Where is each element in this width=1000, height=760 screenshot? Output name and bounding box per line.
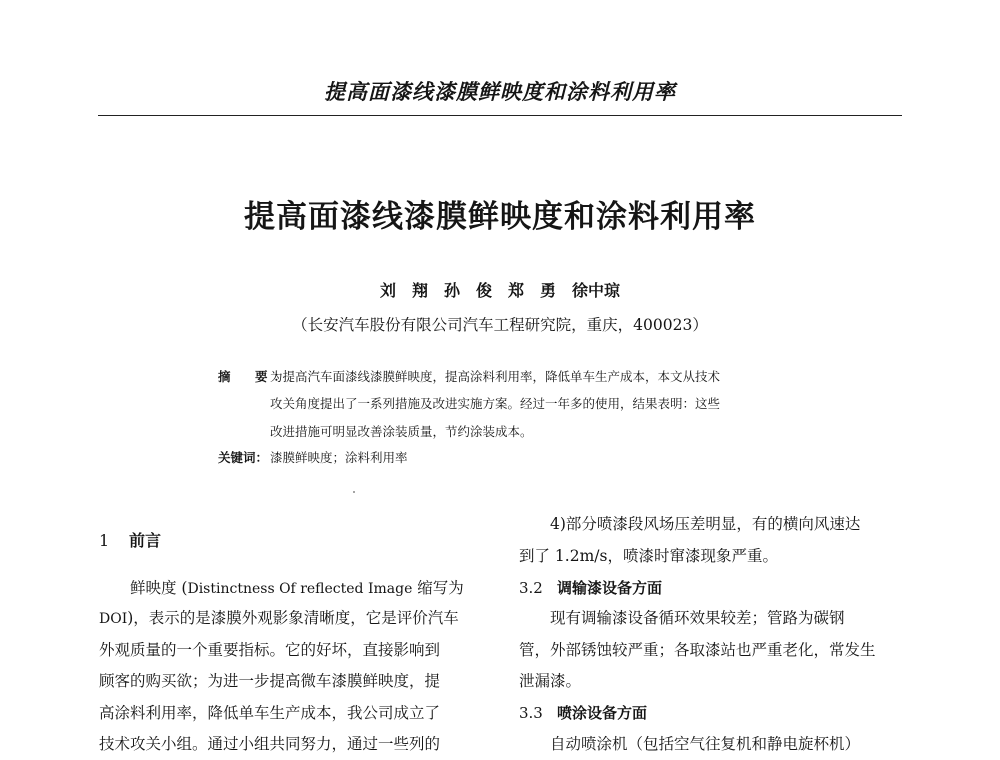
paragraph-line: 现有调输漆设备循环效果较差；管路为碳钢 [550, 609, 845, 627]
item-4-line: 4)部分喷漆段风场压差明显，有的横向风速达 [550, 515, 861, 533]
abstract-label: 摘 要： [218, 369, 293, 384]
paragraph-line: 管，外部锈蚀较严重；各取漆站也严重老化，常发生 [519, 641, 876, 659]
abstract-line: 为提高汽车面漆线漆膜鲜映度，提高涂料利用率，降低单车生产成本，本文从技术 [270, 369, 721, 384]
section-title: 前言 [129, 531, 162, 550]
item-4-line: 到了 1.2m/s，喷漆时窜漆现象严重。 [519, 547, 778, 565]
paragraph-line: DOI)，表示的是漆膜外观影象清晰度，它是评价汽车 [99, 609, 459, 627]
paragraph-line: 技术攻关小组。通过小组共同努力，通过一些列的 [99, 735, 441, 753]
paragraph-line: 泄漏漆。 [519, 672, 582, 690]
keywords-text: 漆膜鲜映度；涂料利用率 [270, 450, 408, 465]
section-heading-3-2 [519, 577, 662, 598]
section-number: 1 [99, 531, 110, 550]
paragraph-line: 外观质量的一个重要指标。它的好坏，直接影响到 [99, 641, 441, 659]
running-head: 提高面漆线漆膜鲜映度和涂料利用率 [324, 79, 676, 104]
section-heading-1 [99, 528, 161, 551]
section-title: 调输漆设备方面 [557, 579, 663, 597]
authors: 刘 翔 孙 俊 郑 勇 徐中琼 [379, 281, 620, 300]
article-title: 提高面漆线漆膜鲜映度和涂料利用率 [244, 199, 756, 235]
paragraph-line: 顾客的购买欲；为进一步提高微车漆膜鲜映度，提 [99, 672, 441, 690]
scan-speck [353, 491, 355, 493]
section-number: 3.2 [519, 579, 543, 597]
section-heading-3-3 [519, 702, 647, 723]
paragraph-line: 高涂料利用率，降低单车生产成本，我公司成立了 [99, 704, 441, 722]
keywords-label: 关键词： [218, 450, 269, 465]
abstract-line: 改进措施可明显改善涂装质量，节约涂装成本。 [270, 424, 533, 439]
section-title: 喷涂设备方面 [557, 704, 648, 722]
affiliation: （长安汽车股份有限公司汽车工程研究院，重庆，400023） [292, 316, 708, 334]
section-number: 3.3 [519, 704, 543, 722]
header-rule [98, 115, 902, 116]
abstract-line: 攻关角度提出了一系列措施及改进实施方案。经过一年多的使用，结果表明：这些 [270, 396, 721, 411]
paragraph-line: 鲜映度 (Distinctness Of reflected Image 缩写为 [130, 579, 464, 597]
paragraph-line: 自动喷涂机（包括空气往复机和静电旋杯机） [550, 735, 861, 753]
